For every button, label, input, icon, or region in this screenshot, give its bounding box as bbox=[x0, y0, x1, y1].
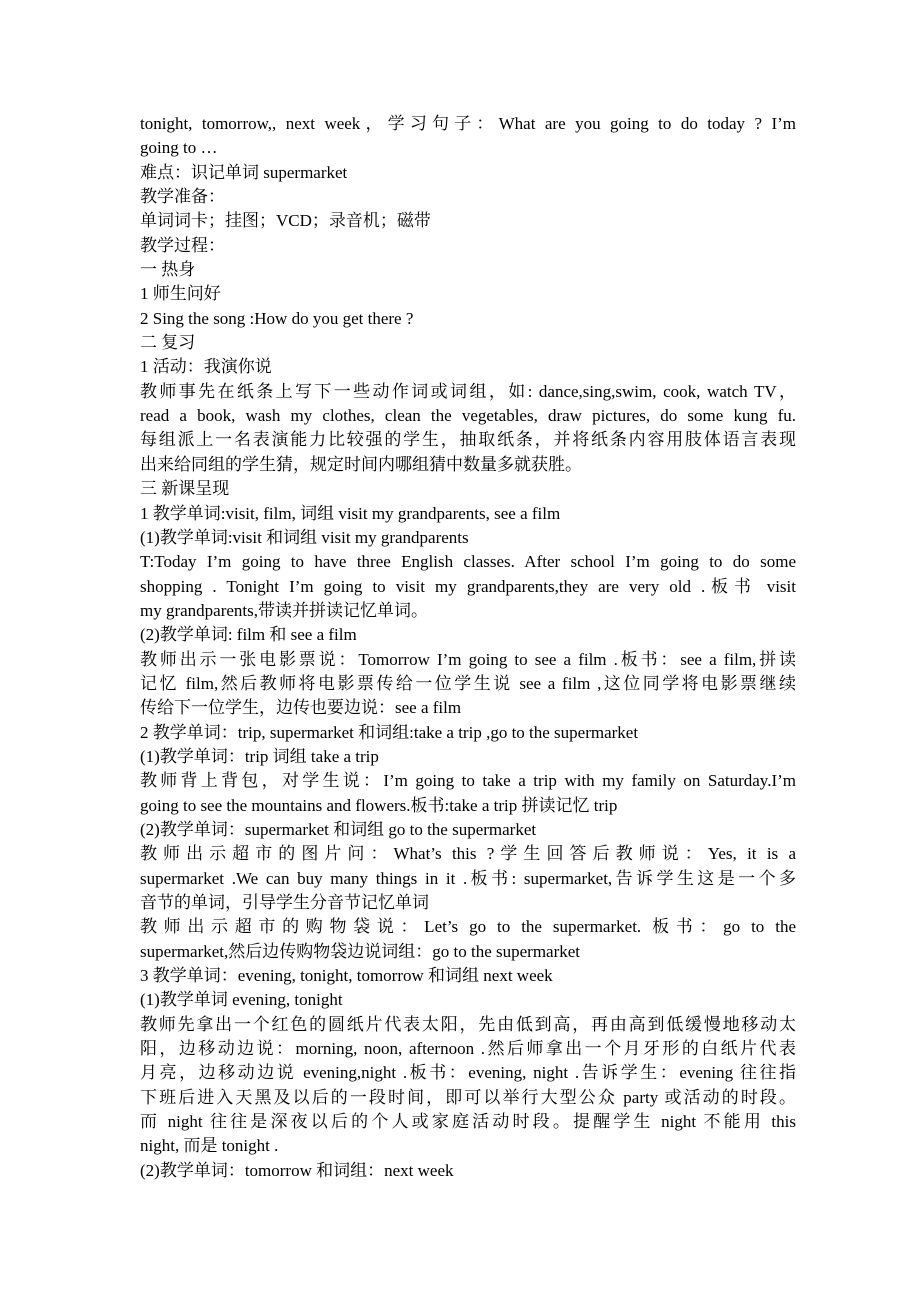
text-line: 记忆 film,然后教师将电影票传给一位学生说 see a film ,这位同学将电影票继续 bbox=[140, 673, 796, 693]
text-line: 每组派上一名表演能力比较强的学生，抽取纸条，并将纸条内容用肢体语言表现 bbox=[140, 430, 796, 450]
text-line: T:Today I’m going to have three English classes. After school I’m going to do some bbox=[140, 552, 796, 572]
text-line: supermarket .We can buy many things in it .板书: supermarket,告诉学生这是一个多 bbox=[140, 868, 796, 888]
text-line: 而 night 往往是深夜以后的个人或家庭活动时段。提醒学生 night 不能用 this bbox=[140, 1112, 796, 1132]
text-line: 1 师生问好 bbox=[140, 284, 221, 304]
text-line: going to … bbox=[140, 138, 218, 158]
text-line: 二 复习 bbox=[140, 333, 196, 353]
text-line: (1)教学单词:visit 和词组 visit my grandparents bbox=[140, 527, 469, 547]
text-line: my grandparents,带读并拼读记忆单词。 bbox=[140, 600, 429, 620]
text-line: 难点：识记单词 supermarket bbox=[140, 162, 348, 182]
text-line: 1 教学单词:visit, film, 词组 visit my grandparents, see a film bbox=[140, 503, 561, 523]
text-line: 音节的单词，引导学生分音节记忆单词 bbox=[140, 893, 429, 912]
text-line: tonight, tomorrow,, next week，学习句子：What are you going to do today ? I’m bbox=[140, 114, 796, 133]
text-line: going to see the mountains and flowers.板书:take a trip 拼读记忆 trip bbox=[140, 795, 618, 815]
text-line: shopping . Tonight I’m going to visit my grandparents,they are very old .板书 visit bbox=[140, 576, 796, 596]
text-line: night, 而是 tonight . bbox=[140, 1136, 279, 1156]
text-line: (2)教学单词：tomorrow 和词组：next week bbox=[140, 1160, 454, 1180]
text-line: supermarket,然后边传购物袋边说词组：go to the supermarket bbox=[140, 941, 581, 961]
text-line: 出来给同组的学生猜，规定时间内哪组猜中数量多就获胜。 bbox=[140, 454, 582, 474]
text-line: (2)教学单词: film 和 see a film bbox=[140, 625, 357, 645]
text-line: (1)教学单词：trip 词组 take a trip bbox=[140, 746, 379, 766]
text-line: 教师先拿出一个红色的圆纸片代表太阳，先由低到高，再由高到低缓慢地移动太 bbox=[140, 1014, 796, 1034]
document-text-block bbox=[140, 112, 796, 1183]
text-line: read a book, wash my clothes, clean the vegetables, draw pictures, do some kung fu. bbox=[140, 406, 796, 426]
text-line: 1 活动：我演你说 bbox=[140, 357, 272, 377]
text-line: 2 教学单词：trip, supermarket 和词组:take a trip ,go to the supermarket bbox=[140, 722, 639, 742]
text-line: 一 热身 bbox=[140, 260, 196, 280]
text-line: 教学过程： bbox=[140, 235, 225, 255]
text-line: 教师出示超市的图片问：What’s this ?学生回答后教师说：Yes, it is a bbox=[140, 844, 796, 864]
text-line: 3 教学单词：evening, tonight, tomorrow 和词组 next week bbox=[140, 966, 553, 986]
text-line: 教师事先在纸条上写下一些动作词或词组，如: dance,sing,swim, cook, watch TV， bbox=[140, 381, 796, 401]
text-line: (1)教学单词 evening, tonight bbox=[140, 990, 343, 1010]
text-line: 教师出示超市的购物袋说：Let’s go to the supermarket. 板书：go to the bbox=[140, 917, 796, 937]
text-line: 单词词卡；挂图；VCD；录音机；磁带 bbox=[140, 211, 431, 231]
text-line: 2 Sing the song :How do you get there ? bbox=[140, 308, 414, 328]
text-line: 月亮，边移动边说 evening,night .板书：evening, night .告诉学生：evening 往往指 bbox=[140, 1063, 796, 1083]
text-line: (2)教学单词：supermarket 和词组 go to the supermarket bbox=[140, 819, 537, 839]
text-line: 下班后进入天黑及以后的一段时间，即可以举行大型公众 party 或活动的时段。 bbox=[140, 1087, 796, 1107]
text-line: 教师背上背包，对学生说：I’m going to take a trip with my family on Saturday.I’m bbox=[140, 771, 796, 791]
text-line: 传给下一位学生，边传也要边说：see a film bbox=[140, 698, 462, 718]
text-line: 教师出示一张电影票说：Tomorrow I’m going to see a film .板书：see a film,拼读 bbox=[140, 649, 796, 669]
text-line: 阳，边移动边说：morning, noon, afternoon .然后师拿出一个月牙形的白纸片代表 bbox=[140, 1039, 796, 1059]
text-line: 三 新课呈现 bbox=[140, 479, 230, 499]
text-line: 教学准备： bbox=[140, 187, 225, 207]
